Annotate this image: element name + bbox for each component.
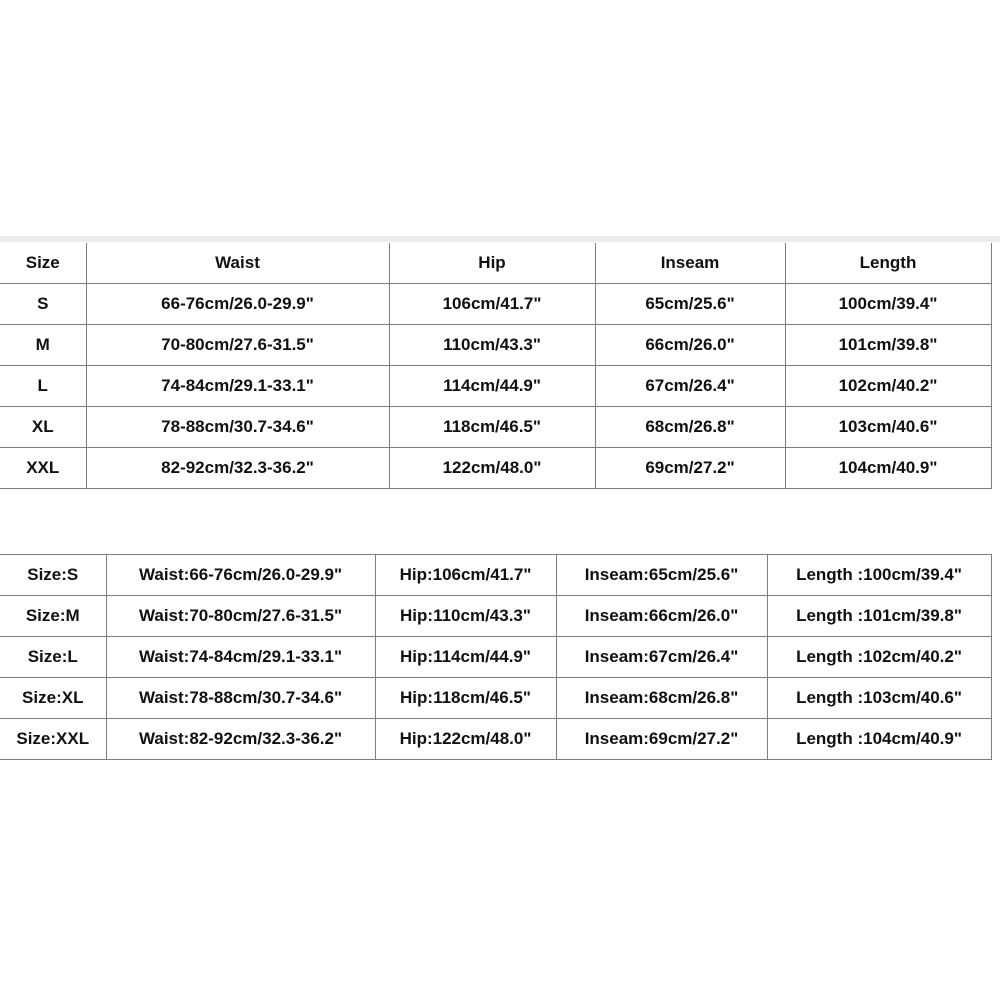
size-list-table <box>0 554 992 760</box>
cell-size: S <box>0 284 86 325</box>
cell-waist: 66-76cm/26.0-29.9" <box>86 284 389 325</box>
header-hip: Hip <box>389 243 595 284</box>
table-row <box>0 637 991 678</box>
cell-size: XXL <box>0 448 86 489</box>
table-row <box>0 555 991 596</box>
cell-size: Size:XXL <box>0 719 106 760</box>
cell-size: Size:XL <box>0 678 106 719</box>
header-inseam: Inseam <box>595 243 785 284</box>
cell-waist: 78-88cm/30.7-34.6" <box>86 407 389 448</box>
cell-hip: Hip:110cm/43.3" <box>375 596 556 637</box>
table-row <box>0 719 991 760</box>
cell-hip: 110cm/43.3" <box>389 325 595 366</box>
cell-inseam: 67cm/26.4" <box>595 366 785 407</box>
cell-size: Size:M <box>0 596 106 637</box>
header-size: Size <box>0 243 86 284</box>
cell-size: M <box>0 325 86 366</box>
header-length: Length <box>785 243 991 284</box>
cell-waist: Waist:74-84cm/29.1-33.1" <box>106 637 375 678</box>
table-row <box>0 596 991 637</box>
cell-waist: Waist:70-80cm/27.6-31.5" <box>106 596 375 637</box>
cell-inseam: Inseam:68cm/26.8" <box>556 678 767 719</box>
cell-length: Length :101cm/39.8" <box>767 596 991 637</box>
cell-length: 104cm/40.9" <box>785 448 991 489</box>
cell-waist: Waist:82-92cm/32.3-36.2" <box>106 719 375 760</box>
table-header-row <box>0 243 991 284</box>
cell-length: Length :104cm/40.9" <box>767 719 991 760</box>
table-row <box>0 284 991 325</box>
cell-inseam: 66cm/26.0" <box>595 325 785 366</box>
cell-hip: Hip:106cm/41.7" <box>375 555 556 596</box>
cell-length: 103cm/40.6" <box>785 407 991 448</box>
size-chart-table <box>0 243 992 489</box>
cell-size: L <box>0 366 86 407</box>
cell-hip: Hip:122cm/48.0" <box>375 719 556 760</box>
cell-hip: 118cm/46.5" <box>389 407 595 448</box>
cell-hip: Hip:114cm/44.9" <box>375 637 556 678</box>
cell-hip: Hip:118cm/46.5" <box>375 678 556 719</box>
cell-size: Size:L <box>0 637 106 678</box>
cell-inseam: Inseam:69cm/27.2" <box>556 719 767 760</box>
cell-waist: Waist:66-76cm/26.0-29.9" <box>106 555 375 596</box>
cell-length: Length :100cm/39.4" <box>767 555 991 596</box>
cell-inseam: 68cm/26.8" <box>595 407 785 448</box>
cell-hip: 122cm/48.0" <box>389 448 595 489</box>
cell-hip: 106cm/41.7" <box>389 284 595 325</box>
cell-inseam: 65cm/25.6" <box>595 284 785 325</box>
cell-size: XL <box>0 407 86 448</box>
cell-length: 100cm/39.4" <box>785 284 991 325</box>
cell-inseam: Inseam:65cm/25.6" <box>556 555 767 596</box>
cell-waist: 82-92cm/32.3-36.2" <box>86 448 389 489</box>
cell-hip: 114cm/44.9" <box>389 366 595 407</box>
table-row <box>0 366 991 407</box>
top-divider <box>0 236 1000 242</box>
table-row <box>0 678 991 719</box>
cell-size: Size:S <box>0 555 106 596</box>
cell-inseam: Inseam:66cm/26.0" <box>556 596 767 637</box>
cell-length: Length :103cm/40.6" <box>767 678 991 719</box>
table-row <box>0 325 991 366</box>
cell-length: 101cm/39.8" <box>785 325 991 366</box>
cell-waist: 70-80cm/27.6-31.5" <box>86 325 389 366</box>
table-row <box>0 448 991 489</box>
header-waist: Waist <box>86 243 389 284</box>
cell-length: 102cm/40.2" <box>785 366 991 407</box>
cell-length: Length :102cm/40.2" <box>767 637 991 678</box>
cell-inseam: 69cm/27.2" <box>595 448 785 489</box>
cell-waist: 74-84cm/29.1-33.1" <box>86 366 389 407</box>
cell-inseam: Inseam:67cm/26.4" <box>556 637 767 678</box>
cell-waist: Waist:78-88cm/30.7-34.6" <box>106 678 375 719</box>
table-row <box>0 407 991 448</box>
